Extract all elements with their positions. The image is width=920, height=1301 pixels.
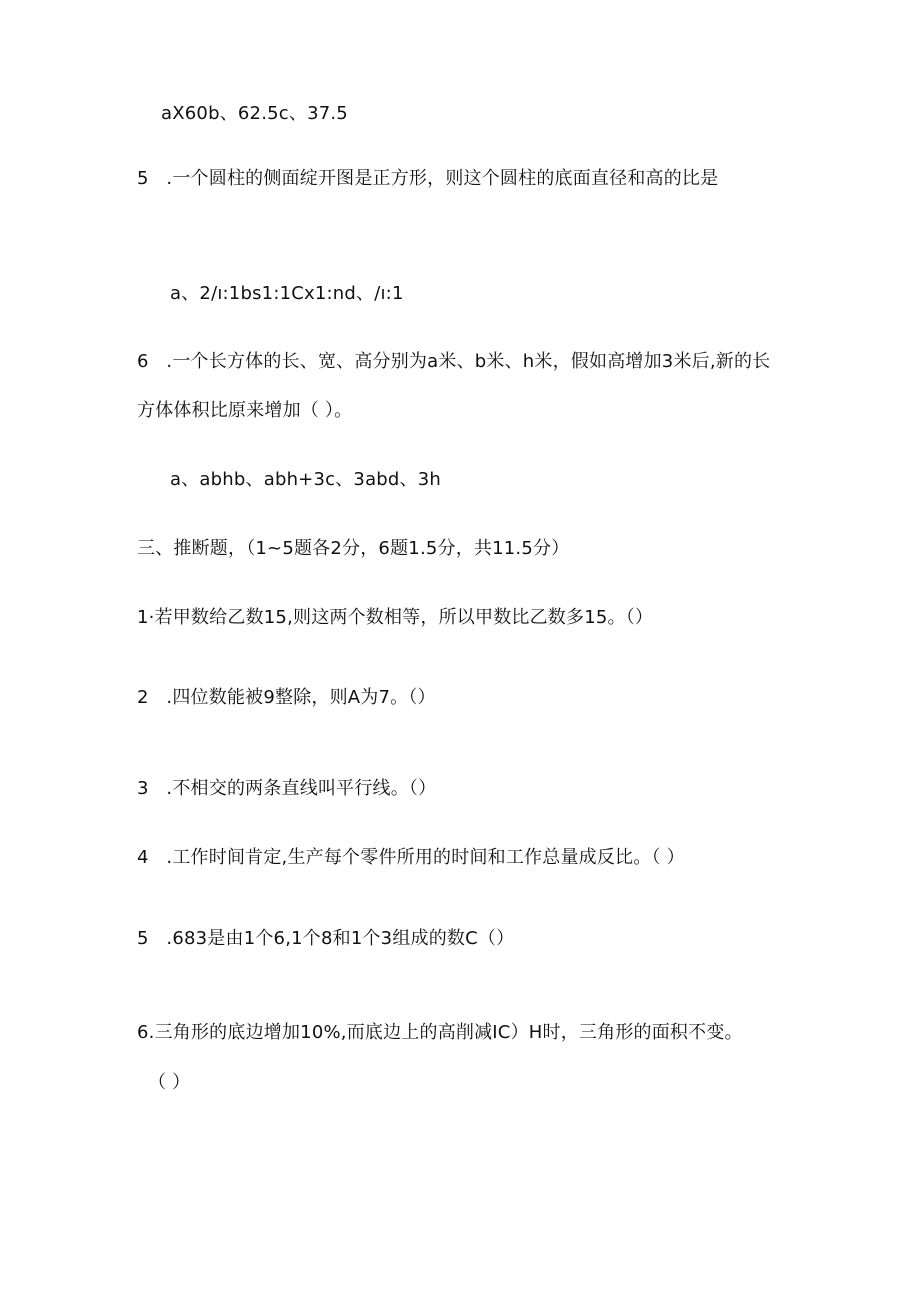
question-4-options: aX60b、62.5c、37.5 bbox=[161, 103, 348, 124]
judgment-question-3: 3 .不相交的两条直线叫平行线。（） bbox=[137, 778, 437, 799]
question-6-options: a、abhb、abh+3c、3abd、3h bbox=[170, 469, 442, 490]
judgment-question-4: 4 .工作时间肯定,生产每个零件所用的时间和工作总量成反比。（ ） bbox=[137, 847, 685, 868]
judgment-question-2: 2 .四位数能被9整除，则A为7。（） bbox=[137, 687, 436, 708]
question-6-text-line-1: 6 .一个长方体的长、宽、高分别为a米、b米、h米，假如高增加3米后,新的长 bbox=[137, 351, 771, 372]
judgment-question-5: 5 .683是由1个6,1个8和1个3组成的数C（） bbox=[137, 928, 515, 949]
judgment-question-6: 6.三角形的底边增加10%,而底边上的高削减IC）H时，三角形的面积不变。 bbox=[137, 1022, 743, 1043]
section-3-heading: 三、推断题，（1~5题各2分，6题1.5分，共11.5分） bbox=[137, 538, 570, 559]
judgment-question-6-answer-blank: （ ） bbox=[148, 1072, 191, 1093]
question-6-text-line-2: 方体体积比原来增加（ ）。 bbox=[137, 400, 353, 421]
judgment-question-1: 1·若甲数给乙数15,则这两个数相等，所以甲数比乙数多15。（） bbox=[137, 607, 654, 628]
question-5-text: 5 .一个圆柱的侧面绽开图是正方形，则这个圆柱的底面直径和高的比是 bbox=[137, 168, 719, 189]
question-5-options: a、2/ı:1bs1:1Cx1:nd、/ı:1 bbox=[170, 283, 404, 304]
